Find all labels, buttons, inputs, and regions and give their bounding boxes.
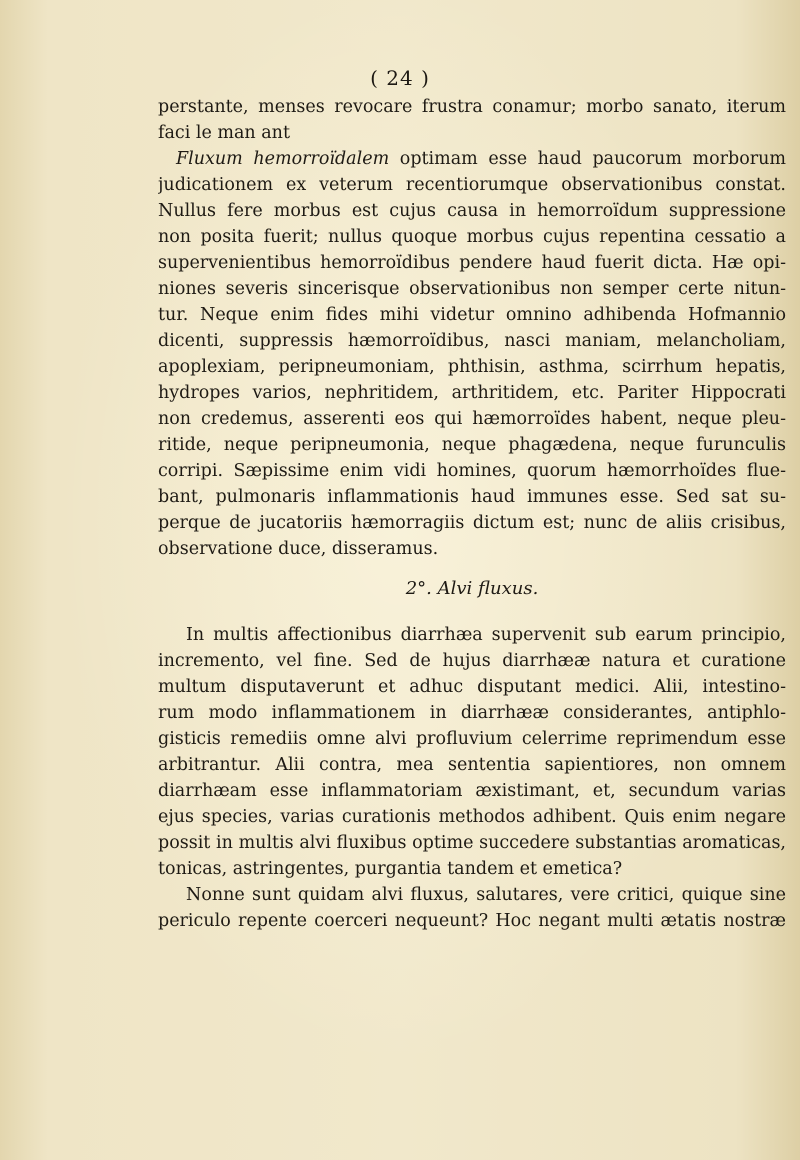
text-line: judicationem ex veterum recentiorumque observationibus constat. (158, 175, 786, 195)
text-line: supervenientibus hemorroïdibus pendere haud fuerit dicta. Hæ opi- (158, 253, 786, 273)
text-line: non posita fuerit; nullus quoque morbus cujus repentina cessatio a (158, 227, 786, 247)
text-fragment: optimam esse haud paucorum morborum (389, 149, 786, 169)
text-line: perque de jucatoriis hæmorragiis dictum est; nunc de aliis crisibus, (158, 513, 786, 533)
text-line: dicenti, suppressis hæmorroïdibus, nasci maniam, melancholiam, (158, 331, 786, 351)
text-line: diarrhæam esse inflammatoriam æxistimant, et, secundum varias (158, 781, 786, 801)
text-line: ritide, neque peripneumonia, neque phagædena, neque furunculis (158, 435, 786, 455)
page-number: ( 24 ) (370, 66, 430, 90)
text-line: Nullus fere morbus est cujus causa in hemorroïdum suppressione (158, 201, 786, 221)
text-line: faci le man ant (158, 123, 290, 143)
body-text (158, 94, 786, 934)
section-heading: 2°. Alvi fluxus. (405, 578, 539, 599)
text-line: apoplexiam, peripneumoniam, phthisin, asthma, scirrhum hepatis, (158, 357, 786, 377)
text-line: periculo repente coerceri nequeunt? Hoc negant multi ætatis nostræ (158, 911, 786, 931)
text-line: arbitrantur. Alii contra, mea sententia sapientiores, non omnem (158, 755, 786, 775)
paragraph-first-line (158, 146, 786, 172)
text-line: non credemus, asserenti eos qui hæmorroïdes habent, neque pleu- (158, 409, 786, 429)
text-line: Nonne sunt quidam alvi fluxus, salutares, vere critici, quique sine (186, 885, 786, 905)
text-line: possit in multis alvi fluxibus optime succedere substantias aromaticas, (158, 833, 786, 853)
text-line: observatione duce, disseramus. (158, 539, 439, 559)
text-line: tonicas, astringentes, purgantia tandem et emetica? (158, 859, 623, 879)
text-line: multum disputaverunt et adhuc disputant medici. Alii, intestino- (158, 677, 786, 697)
text-line: perstante, menses revocare frustra conamur; morbo sanato, iterum (158, 97, 786, 117)
text-line: bant, pulmonaris inflammationis haud immunes esse. Sed sat su- (158, 487, 786, 507)
text-line: niones severis sincerisque observationibus non semper certe nitun- (158, 279, 786, 299)
text-line: tur. Neque enim fides mihi videtur omnino adhibenda Hofmannio (158, 305, 786, 325)
text-line: incremento, vel fine. Sed de hujus diarrhææ natura et curatione (158, 651, 786, 671)
text-line: rum modo inflammationem in diarrhææ considerantes, antiphlo- (158, 703, 786, 723)
text-line: ejus species, varias curationis methodos adhibent. Quis enim negare (158, 807, 786, 827)
text-line: hydropes varios, nephritidem, arthritidem, etc. Pariter Hippocrati (158, 383, 786, 403)
text-line: In multis affectionibus diarrhæa supervenit sub earum principio, (186, 625, 786, 645)
text-line: gisticis remediis omne alvi profluvium celerrime reprimendum esse (158, 729, 786, 749)
text-line: corripi. Sæpissime enim vidi homines, quorum hæmorrhoïdes flue- (158, 461, 786, 481)
italic-term: Fluxum hemorroïdalem (176, 149, 390, 169)
